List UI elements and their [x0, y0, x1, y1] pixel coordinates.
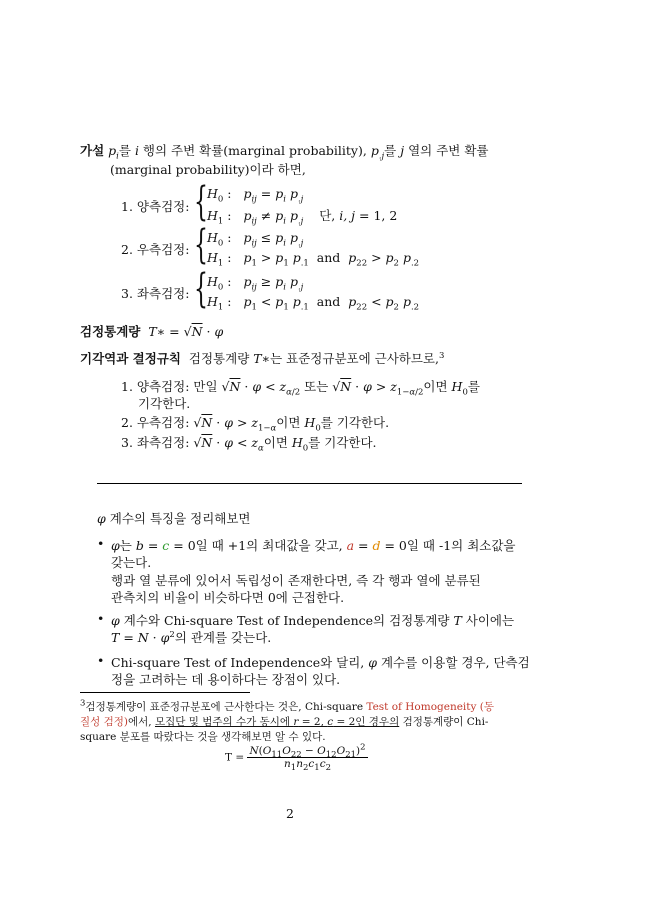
formula-denominator: $n_1n_2c_1c_2$ — [284, 758, 332, 774]
page-number: 2 — [286, 806, 294, 821]
formula-fraction — [247, 742, 367, 774]
rejection-item-2: 2. 우측검정: $√N \cdot \varphi > z_{1-\alpha}$이면 $H_0$를 기각한다. — [121, 415, 390, 434]
item3-h1: $H_1$ : $p_1 < p_1$ $p_{.1}$ and $p_{22} < p_2$ $p_{.2}$ — [207, 294, 420, 313]
summary-bullet-1-l4: 관측치의 비율이 비슷하다면 0에 근접한다. — [111, 590, 345, 605]
hypothesis-label: 가설 — [80, 143, 105, 158]
section-divider — [97, 483, 522, 484]
rejection-item-1-cont: 기각한다. — [138, 396, 191, 411]
footnote-link-cont[interactable]: 질성 검정) — [80, 716, 129, 728]
brace-2: { — [194, 222, 208, 268]
footnote-link[interactable]: Test of Homogeneity (동 — [366, 701, 495, 713]
footnote-text: 검정통계량이 표준정규분포에 근사한다는 것은, Chi-square — [85, 701, 367, 713]
item3-label — [121, 284, 189, 302]
footnote-divider — [80, 692, 250, 693]
summary-bullet-2-l2: $T = N \cdot \varphi^2$의 관계를 갖는다. — [111, 629, 272, 645]
item-name: 좌측검정: — [136, 286, 190, 301]
hypothesis-text: $p_i$를 i 행의 주변 확률(marginal probability), $p_{.j}$를 j 열의 주변 확률 — [108, 143, 489, 162]
item1-h0: $H_0$ : $p_{ij} = p_i$ $p_{.j}$ — [207, 186, 304, 205]
summary-bullet-1-l2: 갖는다. — [111, 555, 152, 570]
summary-bullet-3-l2: 정을 고려하는 데 용이하다는 장점이 있다. — [111, 672, 341, 687]
formula-numerator: $N(O_{11}O_{22} - O_{12}O_{21})^2$ — [249, 742, 366, 761]
rejection-item-3: 3. 좌측검정: $√N \cdot \varphi < z_\alpha$이면 $H_0$를 기각한다. — [121, 435, 377, 454]
footnote-line1 — [80, 699, 494, 714]
footnote-line3: square 분포를 따랐다는 것을 생각해보면 알 수 있다. — [80, 731, 326, 743]
summary-bullet-3: • Chi-square Test of Independence와 달리, φ 계수를 이용할 경우, 단측검 — [111, 653, 530, 671]
item2-label — [121, 240, 189, 258]
summary-bullet-1-l3: 행과 열 분류에 있어서 독립성이 존재한다면, 즉 각 행과 열에 분류된 — [111, 573, 481, 588]
item-name: 양측검정: — [136, 199, 190, 214]
test-statistic: 검정통계량 T∗ = √N · φ — [80, 324, 224, 339]
footnote-ref[interactable]: 3 — [439, 350, 445, 361]
rejection-item-1: 1. 양측검정: 만일 $√N \cdot \varphi < z_{\alpha/2}$ 또는 $√N \cdot \varphi > z_{1-\alpha/2}$이면 $H_0$를 — [121, 379, 480, 398]
brace-3: { — [194, 266, 208, 312]
item-name: 우측검정: — [136, 242, 190, 257]
footnote-formula — [225, 742, 368, 774]
item2-h1: $H_1$ : $p_1 > p_1$ $p_{.1}$ and $p_{22} > p_2$ $p_{.2}$ — [207, 250, 420, 269]
test-stat-label: 검정통계량 — [80, 324, 141, 339]
summary-bullet-1: • φ는 b = c = 0일 때 +1의 최대값을 갖고, a = d = 0일 때 -1의 최소값을 — [111, 536, 516, 554]
hypothesis-line2: (marginal probability)이라 하면, — [110, 162, 306, 177]
brace-1: { — [194, 179, 208, 225]
item3-h0: $H_0$ : $p_{ij} \ge p_i$ $p_{.j}$ — [207, 274, 304, 293]
formula-lhs: T = — [225, 751, 245, 764]
item1-h1: $H_1$ : $p_{ij} \ne p_i$ $p_{.j}$ 단, i, j = 1, 2 — [207, 208, 398, 227]
summary-bullet-2: • φ 계수와 Chi-square Test of Independence의 검정통계량 T 사이에는 — [111, 611, 514, 629]
rejection-heading: 기각역과 결정규칙 검정통계량 T∗는 표준정규분포에 근사하므로,$^3$ — [80, 350, 445, 366]
item2-h0: $H_0$ : $p_{ij} \le p_i$ $p_{.j}$ — [207, 230, 304, 249]
item1-label — [121, 197, 189, 215]
item-num: 1. — [121, 199, 133, 214]
rejection-label: 기각역과 결정규칙 — [80, 351, 181, 366]
item-num: 2. — [121, 242, 133, 257]
footnote-num: 3 — [80, 698, 86, 709]
summary-heading: φ 계수의 특징을 정리해보면 — [97, 511, 251, 526]
item-num: 3. — [121, 286, 133, 301]
hypothesis-line1 — [80, 141, 489, 162]
footnote-text-2: 에서, 모집단 및 범주의 수가 동시에 r = 2, c = 2인 경우의 검정통계량이 Chi- — [128, 716, 489, 728]
footnote-line2 — [80, 714, 488, 729]
